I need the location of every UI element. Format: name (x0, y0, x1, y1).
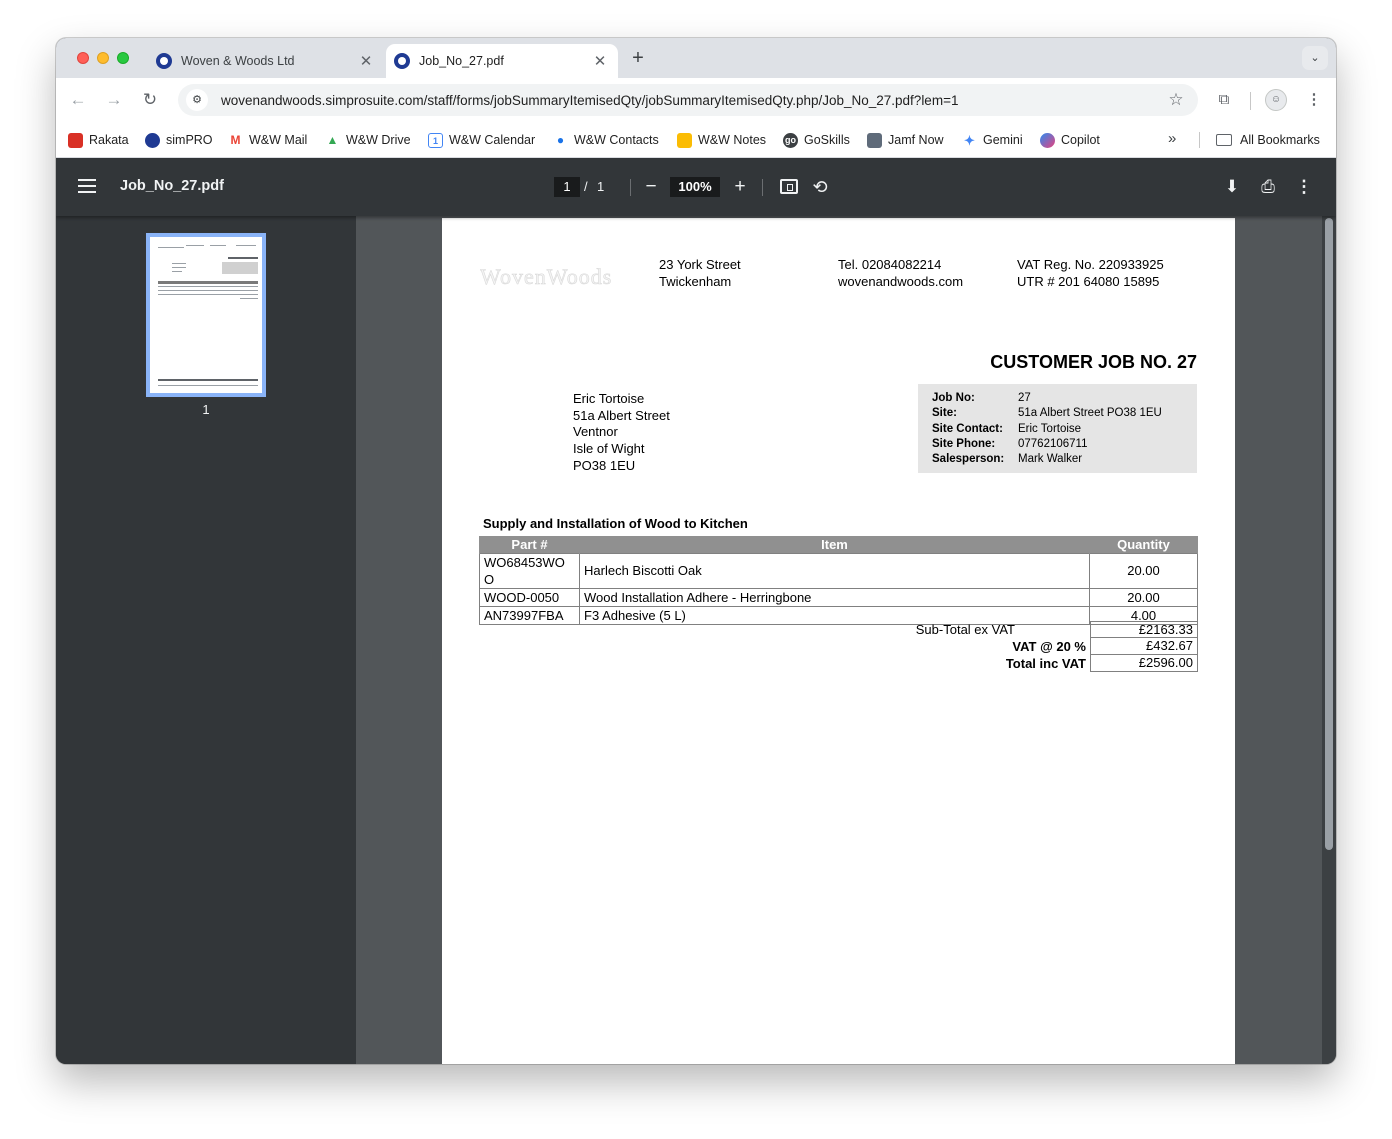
address-line: Twickenham (659, 274, 732, 289)
vat-value: £432.67 (1090, 638, 1198, 655)
vat-reg-line: VAT Reg. No. 220933925 (1017, 257, 1164, 272)
address-line: 23 York Street (659, 257, 741, 272)
thumb-line (158, 247, 184, 248)
header-item: Item (580, 536, 1090, 553)
table-row (480, 553, 1198, 588)
browser-window (56, 38, 1336, 1064)
bookmark-jamf[interactable] (867, 130, 944, 150)
bookmark-label: Copilot (1061, 133, 1100, 147)
bookmark-label: W&W Notes (698, 133, 767, 147)
simpro-favicon-icon (394, 53, 410, 69)
more-bookmarks-chevron-icon[interactable]: » (1168, 130, 1177, 147)
bookmark-label: Rakata (89, 133, 129, 147)
calendar-icon: 1 (428, 133, 443, 148)
browser-menu-icon[interactable]: ⋮ (1306, 91, 1322, 108)
part-number: WOOD-0050 (480, 588, 580, 606)
info-value: Eric Tortoise (1018, 422, 1082, 435)
copilot-icon (1040, 133, 1055, 148)
bookmark-rakata[interactable] (68, 130, 129, 150)
zoom-in-button[interactable]: + (734, 176, 746, 197)
simpro-icon (145, 133, 160, 148)
thumb-line (240, 298, 258, 299)
thumb-line (172, 271, 182, 272)
scrollbar-thumb[interactable] (1325, 218, 1333, 850)
tab-woven-woods[interactable] (148, 44, 384, 78)
toolbar-divider (1250, 92, 1251, 110)
simpro-favicon-icon (156, 53, 172, 69)
bookmark-label: Gemini (983, 133, 1023, 147)
utr-line: UTR # 201 64080 15895 (1017, 274, 1160, 289)
info-label: Job No: (932, 392, 975, 404)
zoom-out-button[interactable]: − (645, 176, 657, 197)
print-icon[interactable]: ⎙ (1261, 177, 1275, 196)
thumb-line (158, 385, 258, 386)
item-description: Wood Installation Adhere - Herringbone (580, 588, 1090, 606)
bookmark-label: W&W Contacts (574, 133, 659, 147)
item-quantity: 4.00 (1090, 606, 1198, 624)
pdf-viewer-area[interactable] (356, 216, 1336, 1064)
page-total: 1 (597, 179, 605, 194)
tab-title: Job_No_27.pdf (419, 54, 504, 68)
thumb-line (172, 263, 186, 264)
thumb-line (186, 245, 204, 246)
job-info-row (932, 437, 1197, 452)
total-value: £2596.00 (1090, 655, 1198, 672)
tab-job-pdf[interactable] (386, 44, 618, 78)
table-row (480, 588, 1198, 606)
pdf-toolbar-divider (762, 179, 763, 196)
info-value: 51a Albert Street PO38 1EU (1018, 407, 1162, 420)
bookmarks-divider (1199, 132, 1200, 148)
customer-name: Eric Tortoise (573, 391, 645, 406)
page-separator: / (584, 179, 588, 194)
tab-close-icon[interactable]: ✕ (359, 53, 373, 70)
url-text[interactable]: wovenandwoods.simprosuite.com/staff/forms/jobSummaryItemisedQty/jobSummaryItemisedQty.php/Job_No_27.pdf?lem=1 (221, 92, 959, 108)
thumb-line (228, 257, 258, 259)
thumb-line (158, 290, 258, 291)
bookmarks-bar (56, 122, 1336, 158)
thumb-line (158, 294, 258, 295)
thumb-line (158, 281, 258, 284)
bookmark-star-icon[interactable]: ☆ (1168, 90, 1184, 109)
folder-icon (1216, 134, 1232, 146)
bookmark-label: Jamf Now (888, 133, 944, 147)
forward-button[interactable]: → (105, 90, 123, 109)
gmail-icon: M (228, 133, 243, 148)
bookmark-label: W&W Mail (249, 133, 308, 147)
item-description: Harlech Biscotti Oak (580, 553, 1090, 588)
company-logo: WovenWoods (480, 264, 613, 288)
rakata-icon (68, 133, 83, 148)
info-label: Site Contact: (932, 422, 1003, 435)
thumb-line (210, 245, 226, 246)
total-row (479, 655, 1198, 672)
phone-line: Tel. 02084082214 (838, 257, 942, 272)
extensions-icon[interactable]: ⧉ (1218, 91, 1230, 108)
company-contact (838, 256, 963, 290)
tab-strip (56, 38, 1336, 78)
thumbnail-page-number: 1 (202, 402, 210, 417)
drive-icon: ▲ (326, 132, 339, 147)
company-tax-info (1017, 256, 1164, 290)
thumb-line (222, 262, 258, 274)
tab-close-icon[interactable]: ✕ (593, 53, 607, 70)
pdf-toolbar (56, 159, 1336, 216)
info-label: Site: (932, 407, 957, 420)
bookmark-copilot[interactable] (1040, 130, 1100, 150)
vat-label: VAT @ 20 % (1012, 639, 1086, 654)
keep-icon (677, 133, 692, 148)
part-number: WO68453WOO (480, 553, 580, 588)
item-quantity: 20.00 (1090, 588, 1198, 606)
fit-to-page-icon[interactable] (780, 179, 798, 194)
thumb-line (172, 267, 186, 268)
bookmark-label: W&W Calendar (449, 133, 536, 147)
totals-block (479, 621, 1198, 672)
bookmark-mail[interactable] (228, 130, 307, 150)
pdf-title: Job_No_27.pdf (120, 178, 224, 194)
address-line: Ventnor (573, 424, 618, 440)
job-info-row (932, 452, 1197, 467)
header-quantity: Quantity (1090, 536, 1198, 553)
bookmark-label: GoSkills (804, 133, 850, 147)
goskills-icon: go (783, 133, 798, 148)
items-table (479, 536, 1198, 625)
table-header-row (480, 536, 1198, 553)
address-bar[interactable] (178, 84, 1198, 116)
close-window-button[interactable] (77, 52, 89, 64)
bookmark-label: W&W Drive (346, 133, 411, 147)
rotate-icon[interactable]: ⟲ (812, 177, 828, 197)
address-line: Isle of Wight (573, 441, 645, 457)
page-number-input[interactable]: 1 (554, 177, 580, 197)
pdf-toolbar-divider (630, 179, 631, 196)
address-line: 51a Albert Street (573, 407, 670, 423)
new-tab-button[interactable]: + (632, 47, 644, 69)
info-label: Salesperson: (932, 453, 1005, 466)
job-info-box (918, 384, 1197, 473)
thumb-line (158, 379, 258, 381)
page-thumbnail[interactable] (146, 233, 266, 397)
info-value: Mark Walker (1018, 453, 1083, 466)
jamf-icon (867, 133, 882, 148)
bookmark-notes[interactable] (677, 130, 766, 150)
part-number: AN73997FBA (480, 606, 580, 624)
zoom-level-input[interactable]: 100% (670, 177, 720, 197)
pdf-thumbnail-sidebar (56, 216, 356, 1064)
website-line: wovenandwoods.com (838, 274, 964, 289)
thumb-line (158, 286, 258, 287)
pdf-page (442, 218, 1235, 1064)
company-address (659, 256, 741, 290)
back-button[interactable]: ← (69, 90, 87, 109)
bookmark-label: simPRO (166, 133, 213, 147)
tab-search-button[interactable]: ⌄ (1302, 46, 1328, 70)
customer-address (573, 391, 670, 475)
document-title: CUSTOMER JOB NO. 27 (990, 352, 1197, 372)
all-bookmarks-button[interactable] (1216, 130, 1320, 150)
job-info-row (932, 406, 1197, 421)
subtotal-label: Sub-Total ex VAT (915, 622, 1015, 637)
all-bookmarks-label: All Bookmarks (1240, 133, 1320, 147)
bookmark-gemini[interactable] (962, 130, 1023, 150)
pdf-more-icon[interactable]: ⋮ (1295, 177, 1313, 196)
info-value: 27 (1018, 392, 1031, 404)
reload-button[interactable]: ↻ (142, 90, 158, 109)
vat-row (479, 638, 1198, 655)
header-part: Part # (480, 536, 580, 553)
subtotal-row (479, 621, 1198, 638)
info-label: Site Phone: (932, 437, 996, 450)
job-info-row (932, 391, 1197, 406)
gemini-icon: ✦ (962, 133, 977, 148)
section-title: Supply and Installation of Wood to Kitchen (483, 516, 748, 531)
bookmark-simpro[interactable] (145, 130, 213, 150)
pdf-menu-icon[interactable] (78, 179, 96, 193)
item-quantity: 20.00 (1090, 553, 1198, 588)
subtotal-value: £2163.33 (1090, 621, 1198, 638)
download-icon[interactable]: ⬇ (1224, 177, 1240, 196)
thumb-line (236, 245, 256, 246)
bookmark-drive[interactable] (325, 130, 411, 150)
zoom-window-button[interactable] (117, 52, 129, 64)
viewer-scrollbar[interactable] (1322, 216, 1336, 1064)
total-label: Total inc VAT (1005, 656, 1086, 671)
bookmark-calendar[interactable] (428, 130, 535, 150)
postcode: PO38 1EU (573, 457, 636, 473)
item-description: F3 Adhesive (5 L) (580, 606, 1090, 624)
site-settings-icon[interactable]: ⚙ (186, 89, 208, 111)
bookmark-goskills[interactable] (783, 130, 850, 150)
browser-toolbar (56, 78, 1336, 122)
bookmark-contacts[interactable] (553, 130, 659, 150)
contacts-icon: ● (553, 133, 568, 148)
info-value: 07762106711 (1018, 437, 1088, 450)
minimize-window-button[interactable] (97, 52, 109, 64)
tab-title: Woven & Woods Ltd (181, 54, 295, 68)
profile-avatar-icon[interactable]: ☺ (1265, 89, 1287, 111)
job-info-row (932, 422, 1197, 437)
